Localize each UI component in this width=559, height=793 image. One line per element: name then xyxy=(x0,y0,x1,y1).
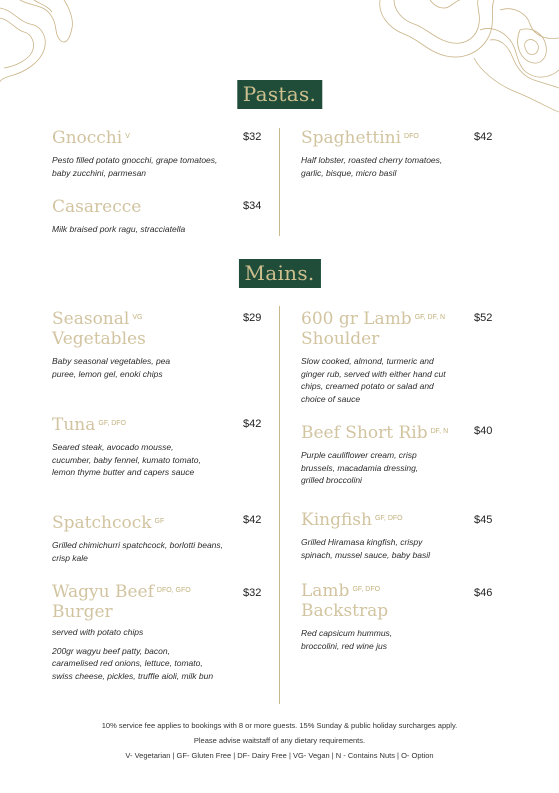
item-description: Baby seasonal vegetables, pea puree, lemon gel, enoki chips xyxy=(52,356,171,379)
item-price: $52 xyxy=(474,312,493,324)
menu-item-spaghettini xyxy=(301,128,461,179)
dietary-tag: DF, N xyxy=(430,428,449,435)
item-name-line1: 600 gr Lamb xyxy=(301,309,412,329)
item-description: 200gr wagyu beef patty, bacon, caramelised red onions, lettuce, tomato, swiss cheese, pickles, truffle aioli, milk bun xyxy=(52,645,214,681)
item-name: Tuna xyxy=(52,415,96,435)
item-name: Spatchcock xyxy=(52,513,152,533)
mains-column-divider xyxy=(279,306,280,704)
topographic-decoration-right xyxy=(370,0,559,120)
dietary-tag: VG xyxy=(132,314,143,321)
item-name: Kingfish xyxy=(301,510,372,530)
menu-item-lamb-shoulder xyxy=(301,309,466,405)
menu-item-beef-short-rib xyxy=(301,423,466,487)
menu-item-lamb-backstrap xyxy=(301,581,466,652)
item-price: $34 xyxy=(243,200,262,212)
footer-surcharge-note: 10% service fee applies to bookings with 8 or more guests. 15% Sunday & public holiday surcharges apply. xyxy=(101,721,458,730)
item-description: Milk braised pork ragu, stracciatella xyxy=(52,224,186,234)
dietary-tag: GF xyxy=(154,518,165,525)
item-name-line1: Lamb xyxy=(301,581,350,601)
item-subtitle: served with potato chips xyxy=(52,627,144,637)
dietary-tag: DFO xyxy=(404,133,419,140)
topographic-decoration-left xyxy=(0,0,80,90)
item-description: Red capsicum hummus, broccolini, red wine jus xyxy=(301,628,393,651)
menu-item-spatchcock xyxy=(52,513,232,564)
dietary-tag: GF, DFO xyxy=(374,515,403,522)
item-price: $29 xyxy=(243,312,262,324)
menu-item-casarecce xyxy=(52,197,237,236)
item-name-line2: Vegetables xyxy=(52,329,146,349)
menu-item-gnocchi xyxy=(52,128,232,179)
item-description: Half lobster, roasted cherry tomatoes, garlic, bisque, micro basil xyxy=(301,155,443,178)
item-price: $42 xyxy=(474,131,493,143)
item-description: Grilled Hiramasa kingfish, crispy spinach, mussel sauce, baby basil xyxy=(301,537,430,560)
item-description: Purple cauliflower cream, crisp brussels, macadamia dressing, grilled broccolini xyxy=(301,450,419,485)
item-description: Grilled chimichurri spatchcock, borlotti beans, crisp kale xyxy=(52,540,224,563)
item-price: $46 xyxy=(474,587,493,599)
item-price: $42 xyxy=(243,514,262,526)
item-name-line2: Backstrap xyxy=(301,601,389,621)
menu-item-tuna xyxy=(52,415,232,479)
pastas-column-divider xyxy=(279,128,280,236)
item-price: $42 xyxy=(243,418,262,430)
dietary-tag: GF, DF, N xyxy=(414,314,446,321)
item-price: $32 xyxy=(243,131,262,143)
item-name: Gnocchi xyxy=(52,128,123,148)
item-description: Seared steak, avocado mousse, cucumber, baby fennel, kumato tomato, lemon thyme butter and capers sauce xyxy=(52,442,201,477)
item-name-line1: Wagyu Beef xyxy=(52,582,154,602)
menu-item-kingfish xyxy=(301,510,466,561)
mains-section-title: Mains. xyxy=(238,259,320,288)
footer-dietary-advice: Please advise waitstaff of any dietary requirements. xyxy=(193,736,366,745)
dietary-tag: DFO, GFO xyxy=(156,587,191,594)
item-description: Pesto filled potato gnocchi, grape tomatoes, baby zucchini, parmesan xyxy=(52,155,218,178)
menu-item-wagyu-beef-burger xyxy=(52,582,232,682)
item-name-line2: Burger xyxy=(52,602,113,622)
item-name: Beef Short Rib xyxy=(301,423,428,443)
dietary-tag: V xyxy=(125,133,130,140)
dietary-tag: GF, DFO xyxy=(98,420,126,427)
item-name: Casarecce xyxy=(52,197,142,217)
item-description: Slow cooked, almond, turmeric and ginger rub, served with either hand cut chips, creamed potato or salad and choice of sauce xyxy=(301,356,446,404)
item-price: $40 xyxy=(474,425,493,437)
menu-item-seasonal-vegetables xyxy=(52,309,232,380)
item-name-line1: Seasonal xyxy=(52,309,130,329)
pastas-section-title: Pastas. xyxy=(237,80,322,109)
item-name: Spaghettini xyxy=(301,128,402,148)
dietary-tag: GF, DFO xyxy=(352,586,381,593)
footer-dietary-legend: V- Vegetarian | GF- Gluten Free | DF- Dairy Free | VG- Vegan | N - Contains Nuts | O- Option xyxy=(125,751,434,760)
item-price: $32 xyxy=(243,587,262,599)
item-price: $45 xyxy=(474,514,493,526)
item-name-line2: Shoulder xyxy=(301,329,380,349)
